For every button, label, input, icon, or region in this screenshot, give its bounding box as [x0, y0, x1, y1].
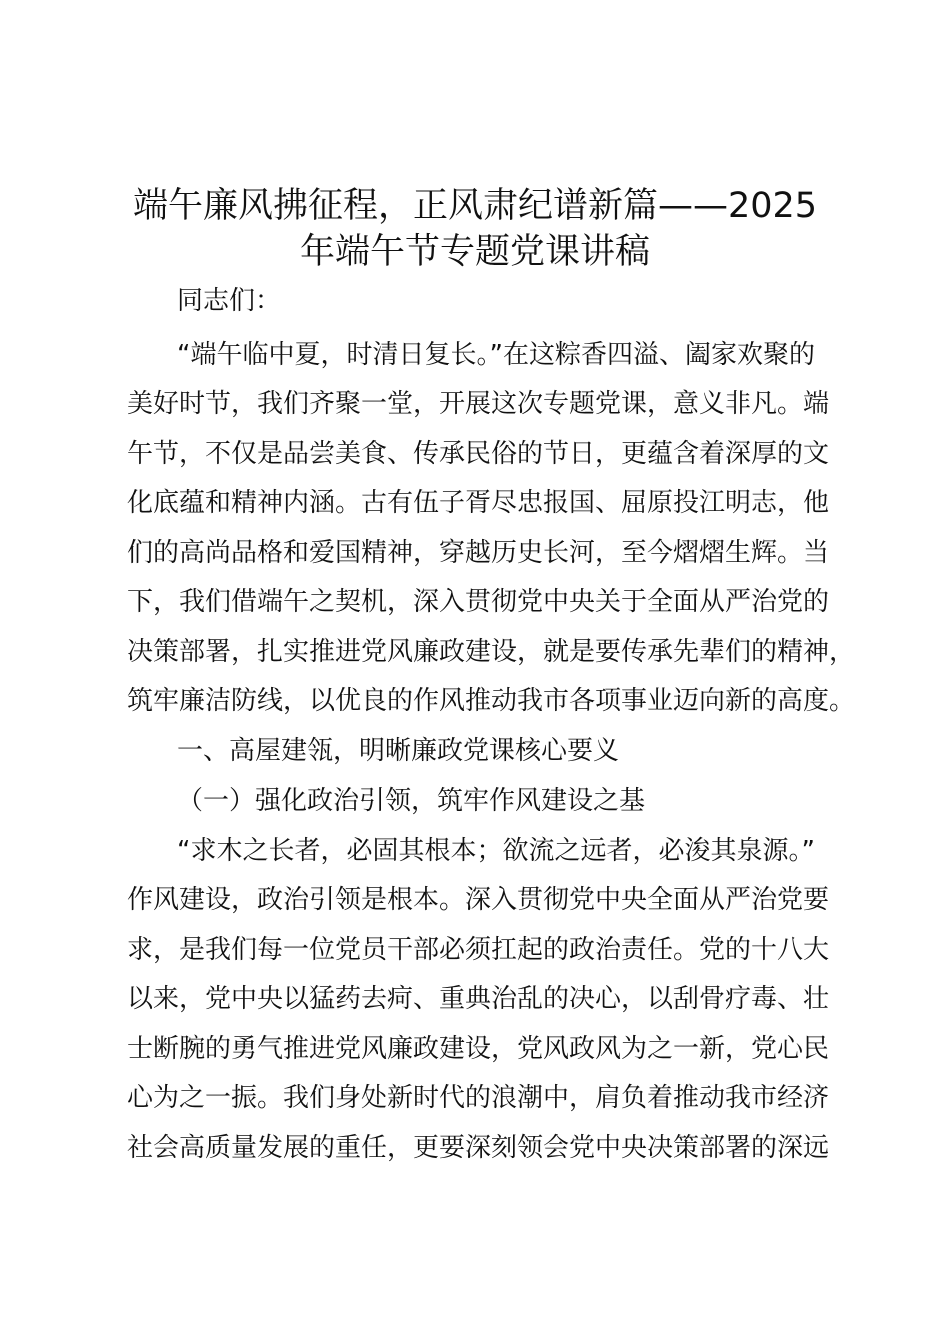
title-line-1: 端午廉风拂征程，正风肃纪谱新篇——2025 — [132, 186, 818, 226]
paragraph-line: 士断腕的勇气推进党风廉政建设，党风政风为之一新，党心民 — [127, 1034, 830, 1064]
paragraph-line: 们的高尚品格和爱国精神，穿越历史长河，至今熠熠生辉。当 — [127, 538, 830, 568]
paragraph-line: “端午临中夏，时清日复长。”在这粽香四溢、阖家欢聚的 — [177, 340, 815, 370]
paragraph-line: 求，是我们每一位党员干部必须扛起的政治责任。党的十八大 — [127, 935, 830, 965]
paragraph-line: 下，我们借端午之契机，深入贯彻党中央关于全面从严治党的 — [127, 587, 830, 617]
salutation: 同志们： — [177, 286, 282, 316]
paragraph-line: 筑牢廉洁防线，以优良的作风推动我市各项事业迈向新的高度。 — [127, 686, 856, 716]
paragraph-line: 以来，党中央以猛药去疴、重典治乱的决心，以刮骨疗毒、壮 — [127, 984, 830, 1014]
paragraph-line: 午节，不仅是品尝美食、传承民俗的节日，更蕴含着深厚的文 — [127, 439, 830, 469]
paragraph-line: 心为之一振。我们身处新时代的浪潮中，肩负着推动我市经济 — [127, 1083, 830, 1113]
paragraph-line: 决策部署，扎实推进党风廉政建设，就是要传承先辈们的精神， — [127, 637, 856, 667]
paragraph-line: 作风建设，政治引领是根本。深入贯彻党中央全面从严治党要 — [127, 885, 830, 915]
title-line-2: 年端午节专题党课讲稿 — [299, 232, 650, 272]
paragraph-line: 社会高质量发展的重任，更要深刻领会党中央决策部署的深远 — [127, 1133, 830, 1163]
section-heading: 一、高屋建瓴，明晰廉政党课核心要义 — [177, 736, 620, 766]
paragraph-line: 化底蕴和精神内涵。古有伍子胥尽忠报国、屈原投江明志，他 — [127, 488, 830, 518]
paragraph-line: “求木之长者，必固其根本；欲流之远者，必浚其泉源。” — [177, 836, 815, 866]
subsection-heading: （一）强化政治引领，筑牢作风建设之基 — [177, 786, 646, 816]
document-title — [100, 183, 850, 275]
paragraph-line: 美好时节，我们齐聚一堂，开展这次专题党课，意义非凡。端 — [127, 389, 830, 419]
